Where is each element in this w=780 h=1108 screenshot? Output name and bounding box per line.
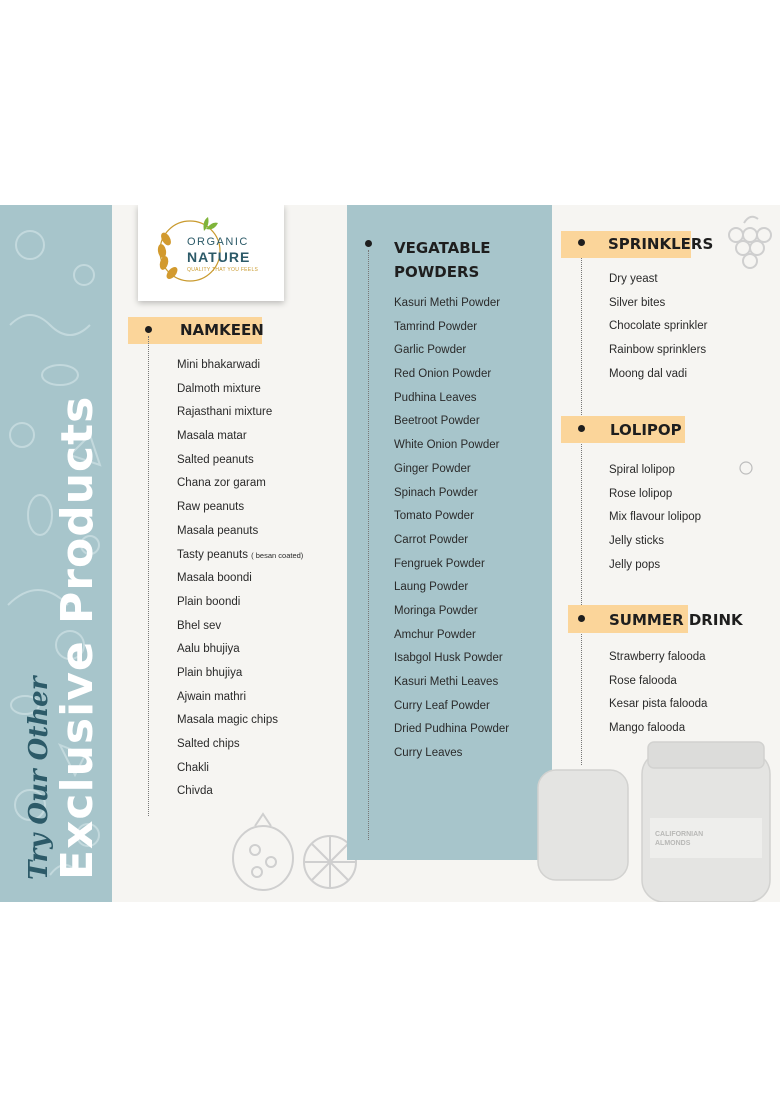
list-item: Dalmoth mixture <box>177 382 261 395</box>
vegetable-list <box>394 295 509 769</box>
list-item: Ajwain mathri <box>177 690 247 703</box>
side-banner <box>0 205 112 902</box>
fruit-doodle-icon <box>225 800 365 900</box>
list-item: Silver bites <box>609 296 666 309</box>
lolipop-list <box>609 462 701 580</box>
list-item: Tomato Powder <box>394 510 474 523</box>
list-item: Jelly pops <box>609 558 661 571</box>
vegetable-title-line1: VEGATABLE <box>394 239 491 257</box>
list-item: Jelly sticks <box>609 535 664 548</box>
vegetable-title <box>394 236 491 284</box>
list-item: Masala boondi <box>177 572 252 585</box>
vegetable-bullet-icon <box>365 240 372 247</box>
berry-doodle-icon <box>714 205 778 285</box>
list-item: Bhel sev <box>177 619 222 632</box>
brand-logo <box>138 205 284 301</box>
list-item: Spiral lolipop <box>609 464 675 476</box>
list-item: Curry Leaves <box>394 747 463 760</box>
list-item: Mango falooda <box>609 722 686 735</box>
circle-doodle-icon <box>738 460 754 476</box>
logo-text-nature: NATURE <box>187 249 251 265</box>
list-item: Salted chips <box>177 738 240 750</box>
list-item: Moringa Powder <box>394 604 478 617</box>
list-item: Mix flavour lolipop <box>609 511 702 524</box>
list-item: Carrot Powder <box>394 533 469 546</box>
product-jar-icon <box>530 740 775 902</box>
list-item: Aalu bhujiya <box>177 643 240 656</box>
list-item: Raw peanuts <box>177 501 245 514</box>
summer-drink-bullet-icon <box>578 615 585 622</box>
list-item: Rajasthani mixture <box>177 406 273 419</box>
namkeen-bullet-icon <box>145 326 152 333</box>
jar-label: CALIFORNIAN ALMONDS <box>655 831 704 847</box>
list-item: Fengruek Powder <box>394 557 485 570</box>
lolipop-bullet-icon <box>578 425 585 432</box>
list-item: Ginger Powder <box>394 462 471 475</box>
list-item: Masala matar <box>177 430 247 443</box>
list-item: Dried Pudhina Powder <box>394 723 510 736</box>
namkeen-list <box>177 357 303 807</box>
namkeen-dotted-line <box>148 336 149 816</box>
lolipop-title: LOLIPOP <box>610 421 682 439</box>
list-item: Chivda <box>177 785 213 798</box>
item-note: ( besan coated) <box>251 550 304 560</box>
poster <box>0 205 780 902</box>
sprinklers-bullet-icon <box>578 239 585 246</box>
list-item: Chana zor garam <box>177 477 266 490</box>
list-item: Mini bhakarwadi <box>177 359 261 371</box>
list-item: Moong dal vadi <box>609 367 687 380</box>
list-item: Red Onion Powder <box>394 368 492 381</box>
list-item: Plain boondi <box>177 595 241 608</box>
list-item: Rainbow sprinklers <box>609 344 707 357</box>
list-item: Chocolate sprinkler <box>609 320 708 333</box>
list-item: Kesar pista falooda <box>609 698 708 711</box>
side-banner-line2: Exclusive Products <box>52 395 103 880</box>
list-item: Tamrind Powder <box>394 320 478 333</box>
list-item: Tasty peanuts ( besan coated) <box>177 548 304 561</box>
sprinklers-title: SPRINKLERS <box>608 235 714 253</box>
list-item: Kasuri Methi Powder <box>394 297 501 309</box>
list-item: Rose falooda <box>609 674 677 687</box>
logo-tagline: QUALITY THAT YOU FEELS <box>187 267 259 273</box>
list-item: Amchur Powder <box>394 628 476 641</box>
list-item: Rose lolipop <box>609 487 673 500</box>
side-banner-text <box>24 280 102 880</box>
list-item: Kasuri Methi Leaves <box>394 676 499 688</box>
summer-drink-title: SUMMER DRINK <box>609 611 743 629</box>
list-item: Masala magic chips <box>177 714 278 727</box>
list-item: Beetroot Powder <box>394 415 480 428</box>
list-item: Masala peanuts <box>177 524 259 537</box>
list-item: Spinach Powder <box>394 486 478 499</box>
vegetable-dotted-line <box>368 250 369 840</box>
list-item: Isabgol Husk Powder <box>394 652 503 665</box>
list-item: Strawberry falooda <box>609 651 706 663</box>
list-item: Chakli <box>177 761 209 774</box>
right-dotted-line <box>581 245 582 765</box>
namkeen-title: NAMKEEN <box>180 321 264 339</box>
logo-text-organic: ORGANIC <box>187 236 249 248</box>
list-item: Curry Leaf Powder <box>394 699 490 712</box>
list-item: Garlic Powder <box>394 344 467 357</box>
list-item: Salted peanuts <box>177 453 254 466</box>
list-item: Plain bhujiya <box>177 666 243 679</box>
summer-drink-list <box>609 649 707 744</box>
vegetable-title-line2: POWDERS <box>394 263 480 281</box>
list-item: Dry yeast <box>609 273 658 285</box>
list-item: Laung Powder <box>394 581 469 594</box>
side-banner-line1: Try Our Other <box>24 676 54 880</box>
list-item: Pudhina Leaves <box>394 391 477 404</box>
list-item: White Onion Powder <box>394 439 500 452</box>
sprinklers-list <box>609 271 707 389</box>
